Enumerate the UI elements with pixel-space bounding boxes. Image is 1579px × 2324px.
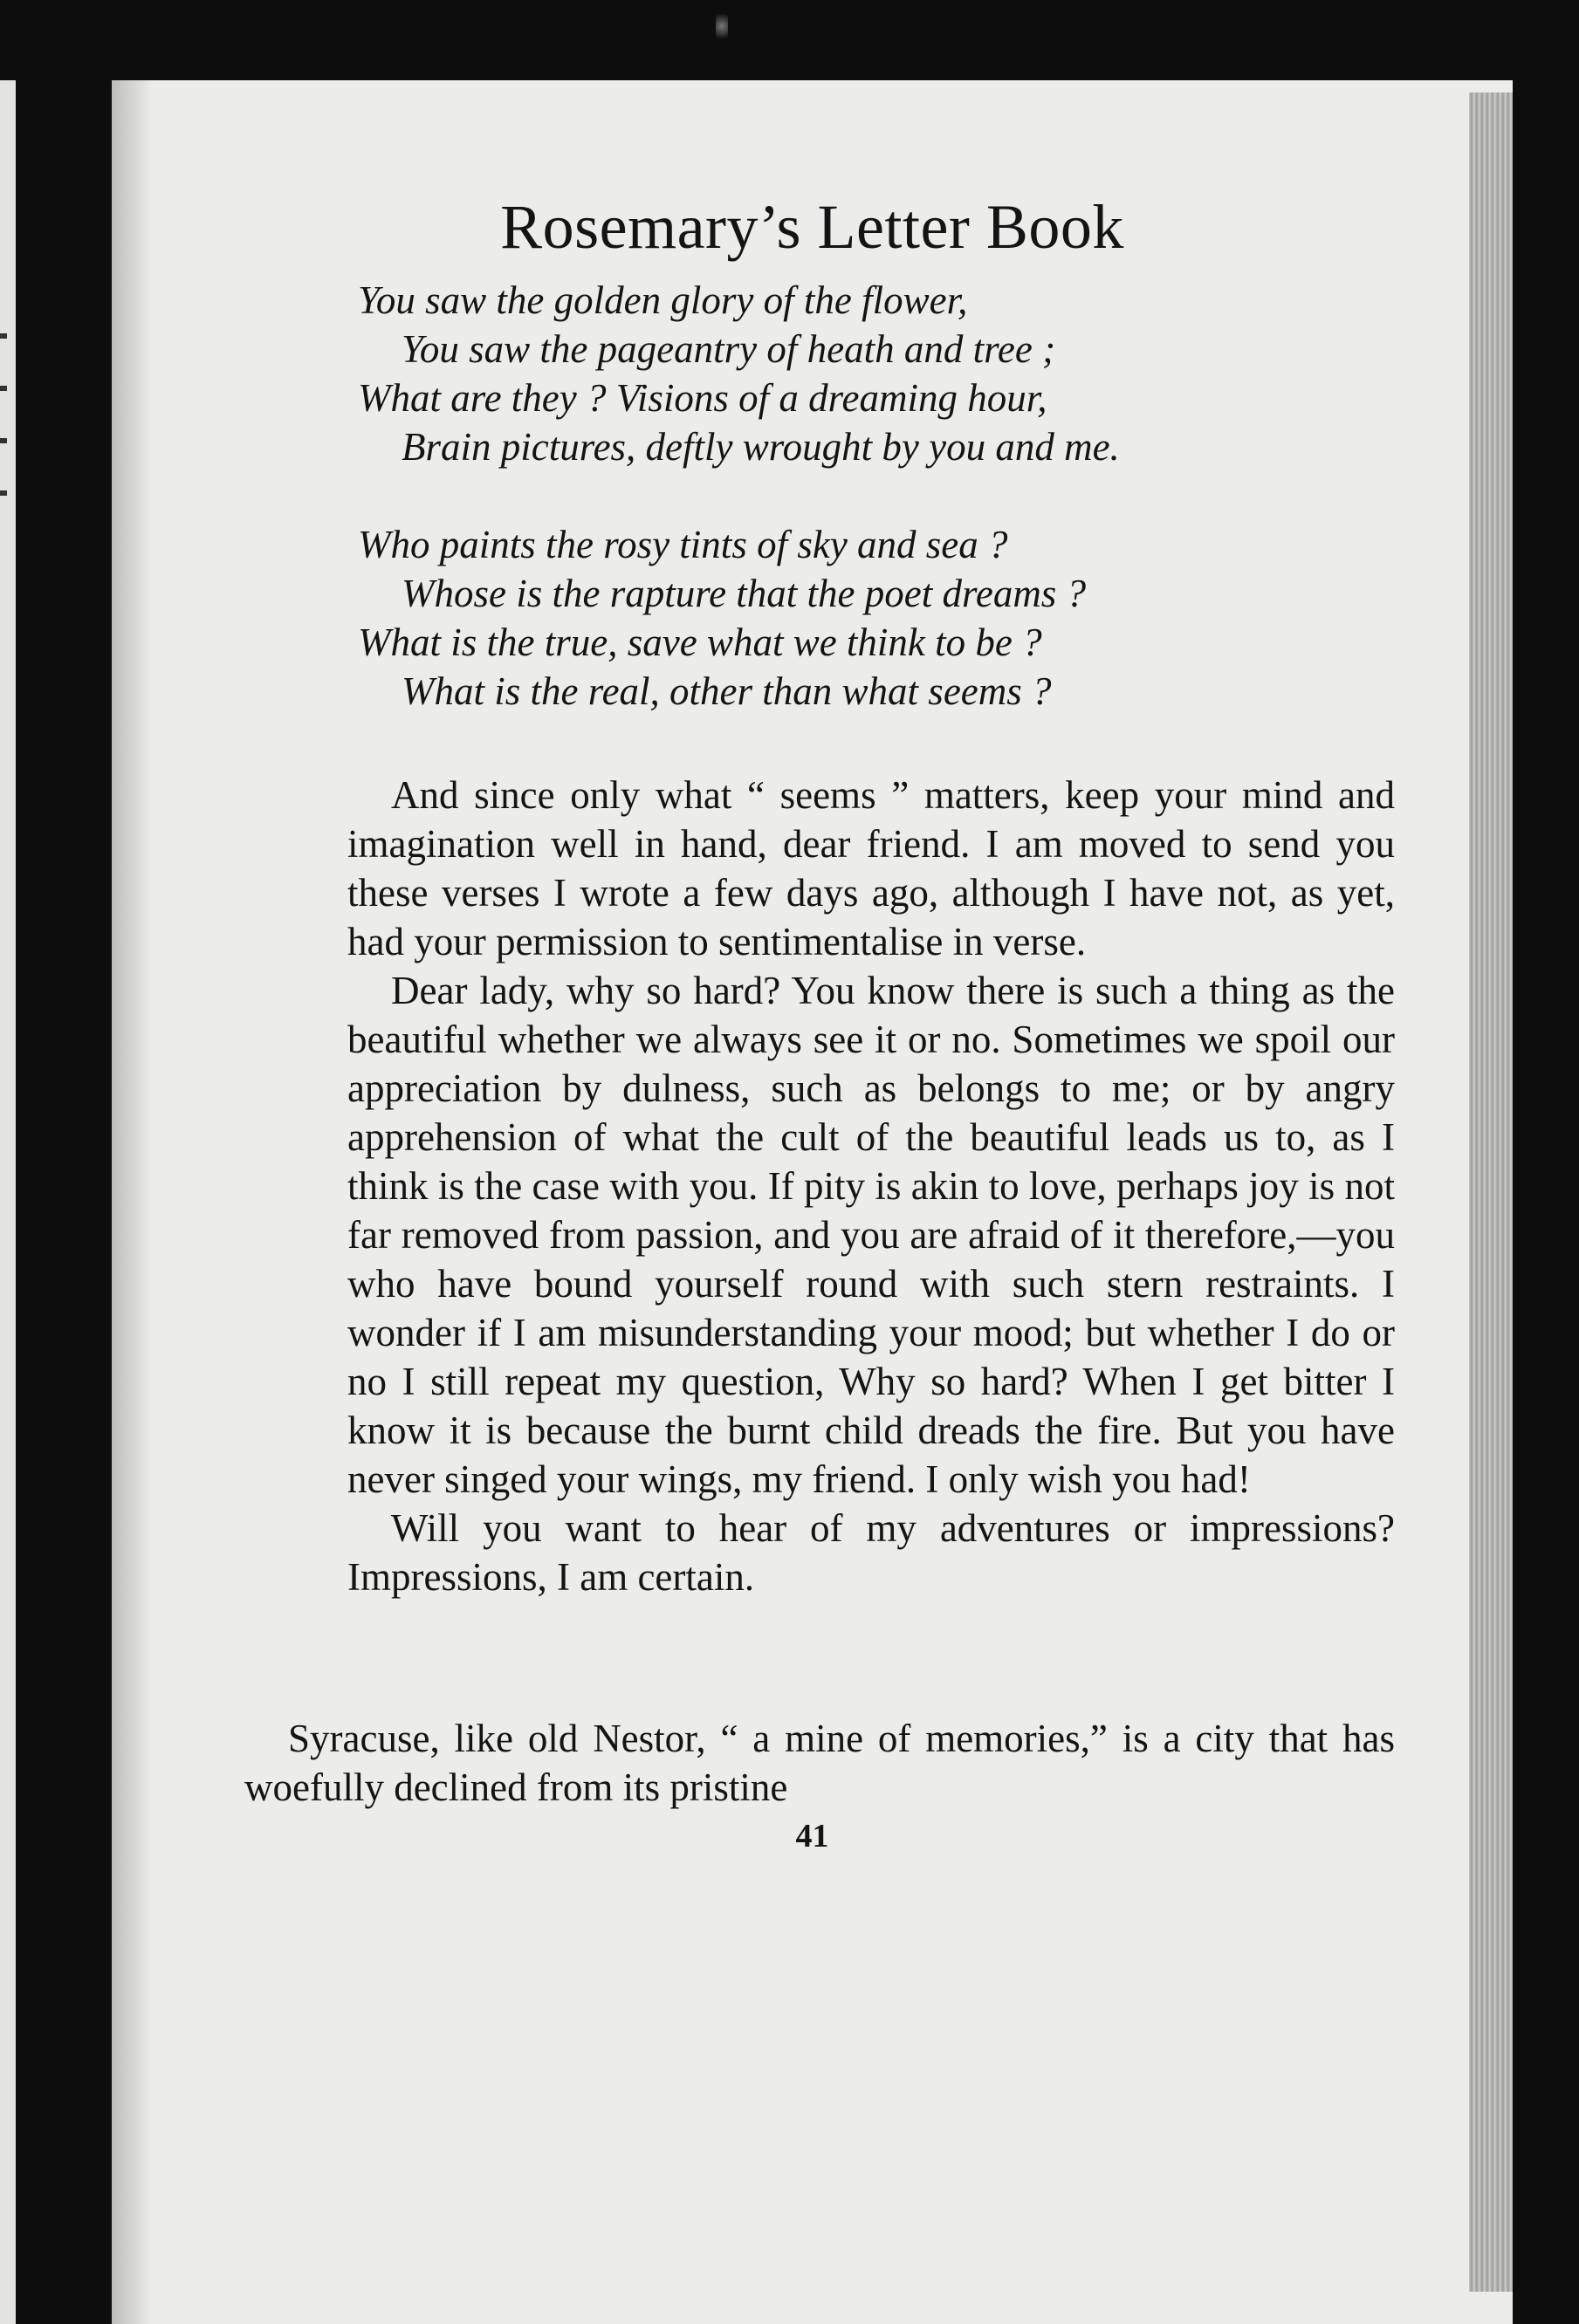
verse-line: What is the true, save what we think to be ? [358, 620, 1042, 664]
verse-line: You saw the golden glory of the flower, [358, 278, 968, 322]
verse-line: What is the real, other than what seems ? [402, 669, 1052, 713]
verse-line: You saw the pageantry of heath and tree ; [402, 327, 1056, 371]
verse-line: What are they ? Visions of a dreaming hour, [358, 376, 1047, 420]
body-paragraph: And since only what “ seems ” matters, keep your mind and imagination well in hand, dear friend. I am moved to send you these verses I wrote a few days ago, although I have not, as yet, had your permission to sentimentalise in verse. [347, 773, 1395, 963]
running-title: Rosemary’s Letter Book [500, 192, 1124, 262]
verse-line: Who paints the rosy tints of sky and sea ? [358, 523, 1008, 566]
section-opening [244, 1714, 1395, 1812]
page-stack-edge [1469, 93, 1513, 2292]
letter-body [347, 771, 1395, 1601]
body-paragraph: Syracuse, like old Nestor, “ a mine of memories,” is a city that has woefully declined from its pristine [244, 1717, 1395, 1809]
page-number: 41 [795, 1818, 829, 1854]
page-gutter-shadow [112, 80, 152, 2324]
verse-stanza-1 [358, 276, 1120, 471]
book-page [112, 80, 1513, 2324]
scan-dust-mark [716, 9, 728, 44]
body-paragraph: Will you want to hear of my adventures or impressions? Impressions, I am certain. [347, 1506, 1395, 1599]
verse-stanza-2 [358, 520, 1086, 716]
adjacent-page-print-marks [0, 333, 7, 508]
verse-line: Whose is the rapture that the poet dreams ? [402, 572, 1087, 615]
adjacent-page-edge [0, 80, 16, 2324]
body-paragraph: Dear lady, why so hard? You know there is such a thing as the beautiful whether we always see it or no. Sometimes we spoil our appreciation by dulness, such as belongs to me; or by angry apprehension of what the cult of the beautiful leads us to, as I think is the case with you. If pity is akin to love, perhaps joy is not far removed from passion, and you are afraid of it therefore,—you who have bound yourself round with such stern restraints. I wonder if I am misunderstanding your mood; but whether I do or no I still repeat my question, Why so hard? When I get bitter I know it is because the burnt child dreads the fire. But you have never singed your wings, my friend. I only wish you had! [347, 969, 1395, 1501]
verse-line: Brain pictures, deftly wrought by you and me. [402, 425, 1120, 469]
